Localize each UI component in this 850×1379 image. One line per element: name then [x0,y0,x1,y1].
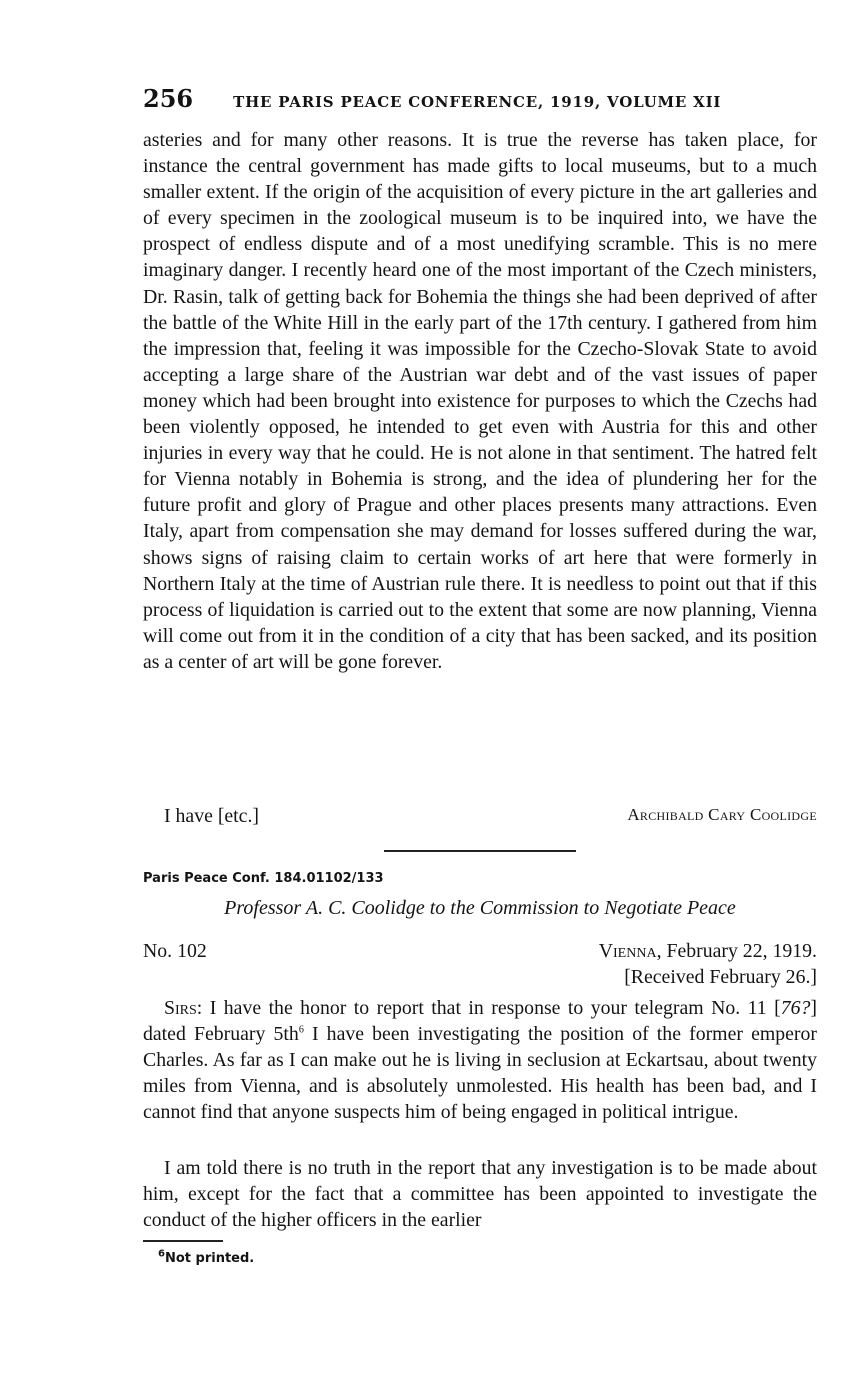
paragraph: I am told there is no truth in the report that any investigation is to be made about him, except for the fact that a committee has been appointed to investigate the conduct of the higher officers in the earlier [143,1157,817,1232]
paragraph [143,995,817,1125]
letter-body [143,1155,817,1233]
place-and-date [599,940,817,963]
running-title: THE PARIS PEACE CONFERENCE, 1919, VOLUME XII [233,93,722,111]
letter-signoff [164,805,817,828]
footnote-marker: 6 [158,1248,165,1260]
document-number: No. 102 [143,940,207,962]
file-reference: Paris Peace Conf. 184.01102/133 [143,871,384,886]
paragraph-text: : I have the honor to report that in response to your telegram No. 11 [ [196,997,781,1019]
footnote-marker: 6 [298,1024,304,1036]
place: Vienna [598,940,657,962]
telegram-reference: 76? [780,997,811,1019]
paragraph-text: ] dated February 5th [143,997,817,1046]
received-date: [Received February 26.] [624,966,817,988]
letter-body [143,995,817,1125]
signature: Archibald Cary Coolidge [627,805,817,824]
paragraph-text: I have been investigating the position of the former emperor Charles. As far as I can make out he is living in seclusion at Eckartsau, about twenty miles from Vienna, and is absolutely unmolested. His health has been bad, and I cannot find that anyone suspects him of being engaged in political intrigue. [143,1023,817,1124]
date: , February 22, 1919. [656,940,817,962]
document-title: Professor A. C. Coolidge to the Commission to Negotiate Peace [224,897,736,919]
page-number: 256 [143,84,194,113]
salutation: Sirs [164,997,197,1019]
footnote [158,1248,255,1266]
section-divider [384,850,576,852]
paragraph: asteries and for many other reasons. It is true the reverse has taken place, for instance the central government has made gifts to local museums, but to a much smaller extent. If the origin of the acquisition of every picture in the art galleries and of every specimen in the zoological museum is to be inquired into, we have the prospect of endless dispute and of a most unedifying scramble. This is no mere imaginary danger. I recently heard one of the most important of the Czech ministers, Dr. Rasin, talk of getting back for Bohemia the things she had been deprived of after the battle of the White Hill in the early part of the 17th century. I gathered from him the impression that, feeling it was impossible for the Czecho-Slovak State to avoid accepting a large share of the Austrian war debt and of the vast issues of paper money which had been brought into existence for purposes to which the Czechs had been violently opposed, he intended to get even with Austria for this and other injuries in every way that he could. He is not alone in that sentiment. The hatred felt for Vienna notably in Bohemia is strong, and the idea of plundering her for the future profit and glory of Prague and other places presents many attractions. Even Italy, apart from compensation she may demand for losses suffered during the war, shows signs of raising claim to certain works of art here that were formerly in Northern Italy at the time of Austrian rule there. It is needless to point out that if this process of liquidation is carried out to the extent that some are now planning, Vienna will come out from it in the condition of a city that has been sacked, and its position as a center of art will be gone forever. [143,129,817,673]
letter-body-continued [143,127,817,675]
document-dateline [143,940,817,963]
footnote-text: Not printed. [164,1251,255,1266]
page-header [143,84,823,114]
footnote-divider [143,1240,223,1242]
closing: I have [etc.] [164,805,259,827]
